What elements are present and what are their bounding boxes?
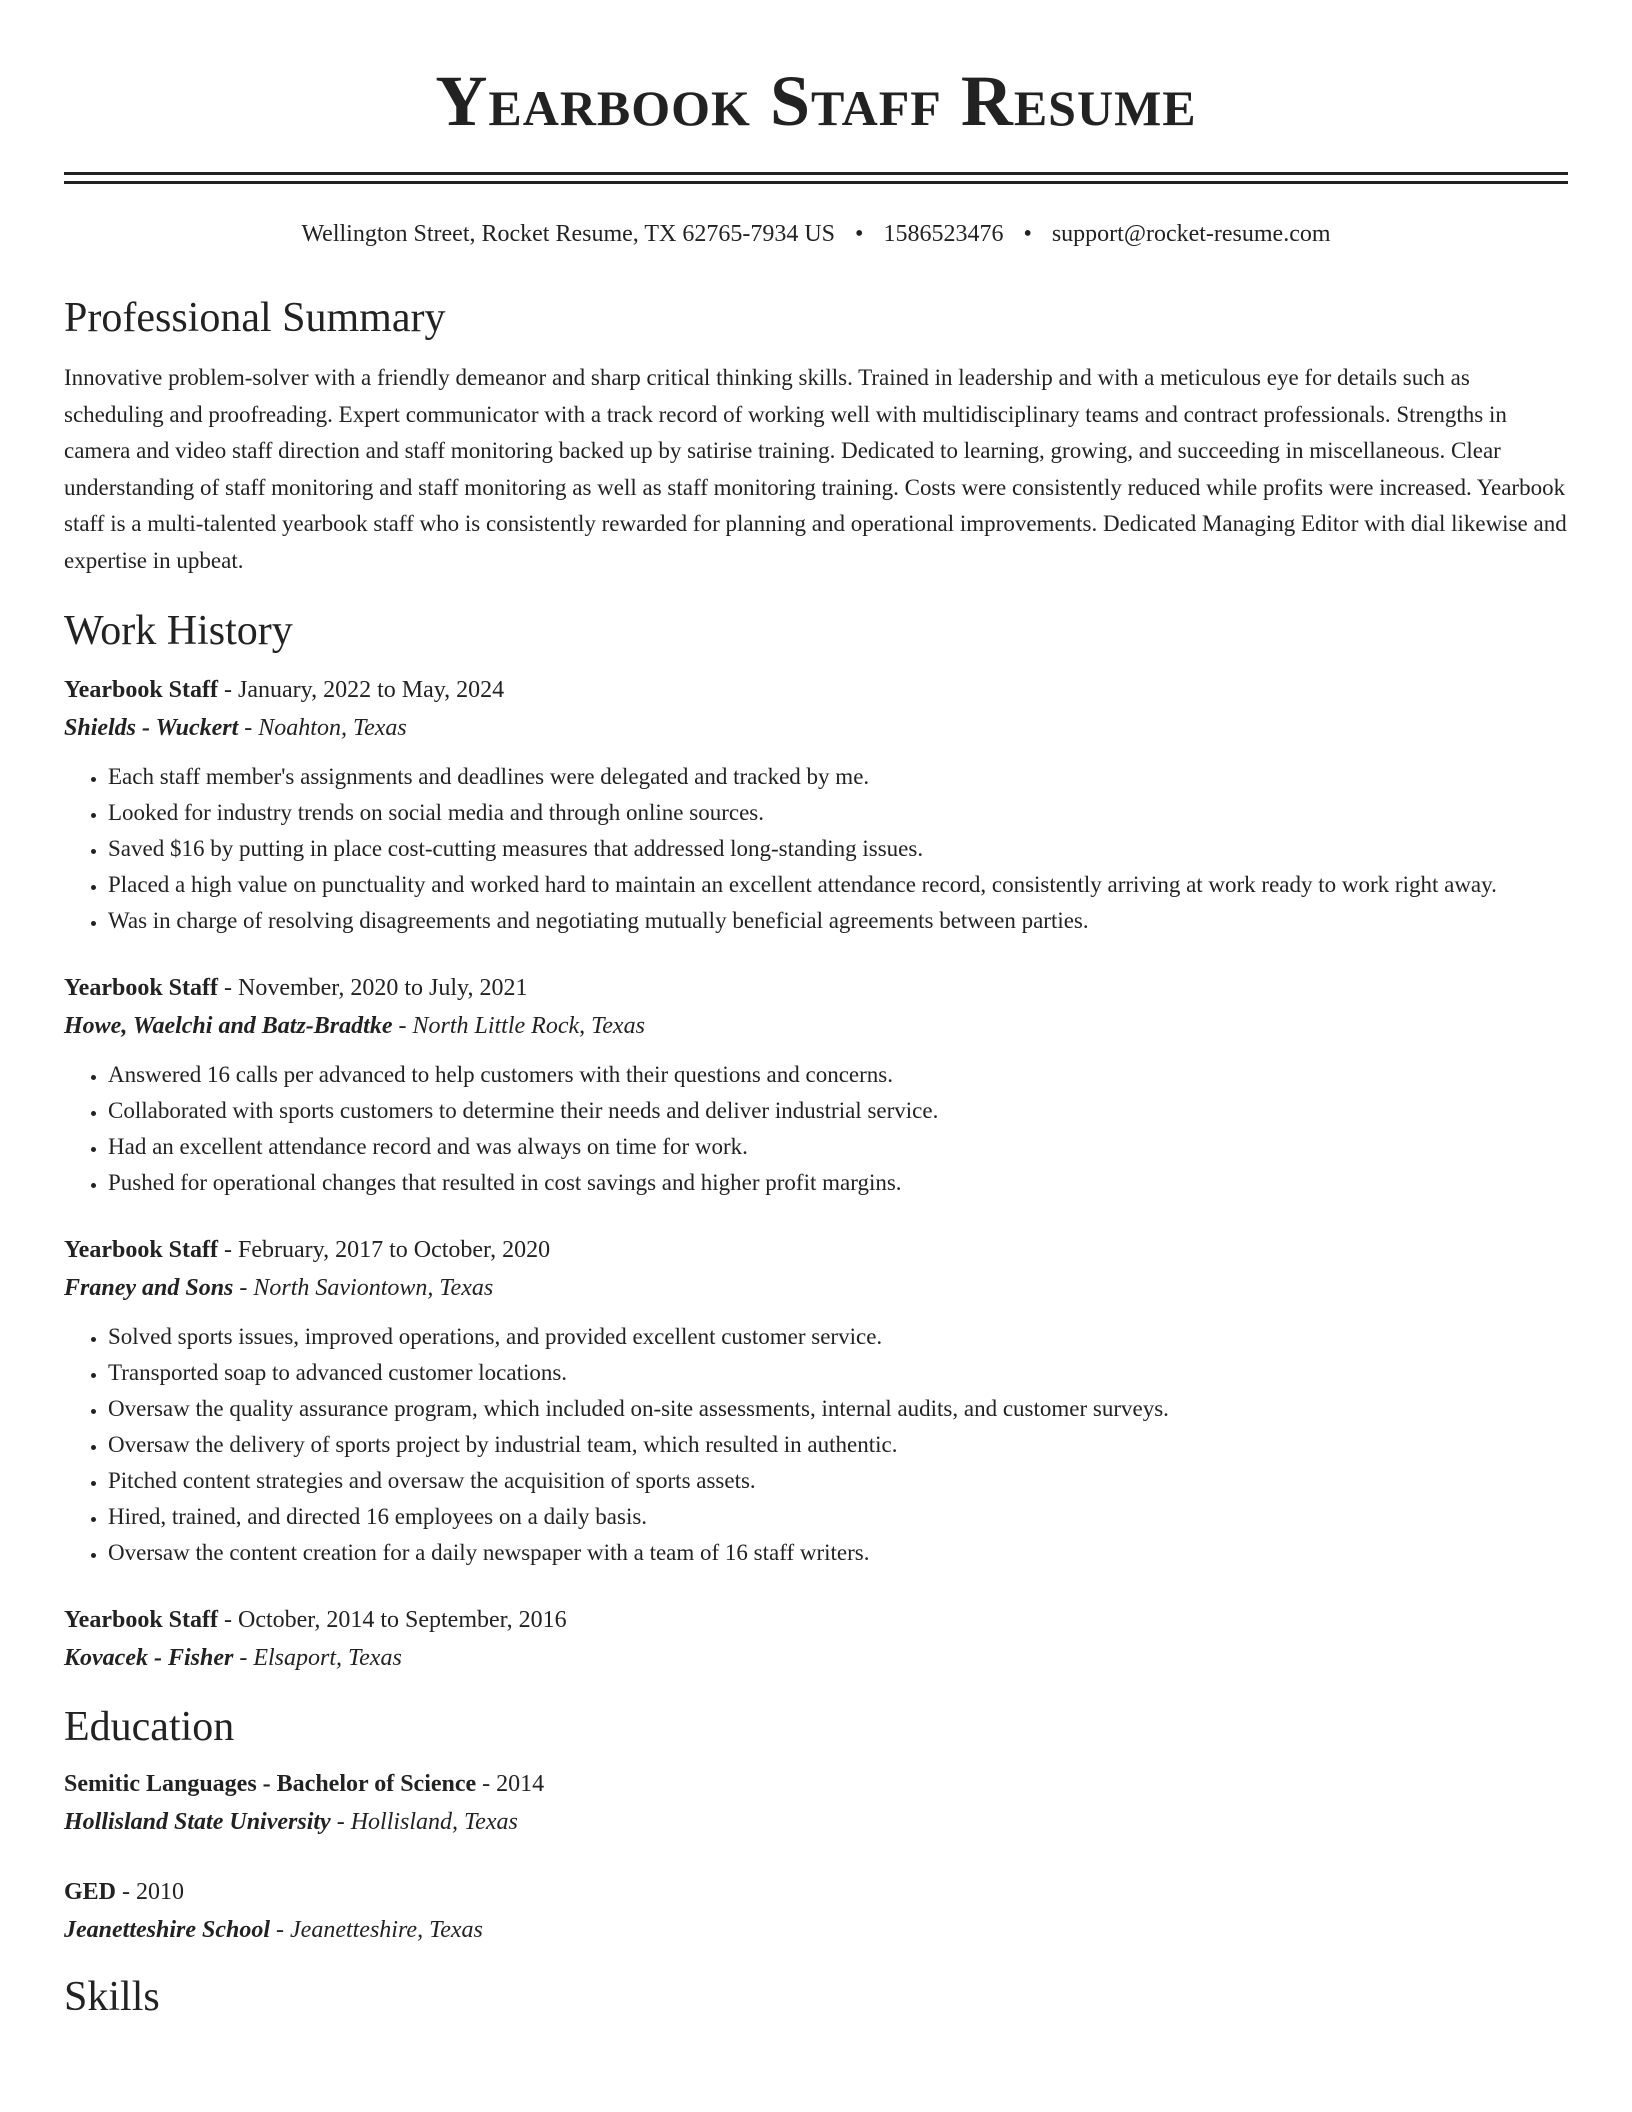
job-company: Franey and Sons bbox=[64, 1275, 234, 1301]
education-year: 2014 bbox=[496, 1771, 545, 1797]
job-bullet: • Placed a high value on punctuality and worked hard to maintain an excellent attendance record, consistently arriving at work ready to work right away. bbox=[108, 867, 1568, 903]
contact-phone: 1586523476 bbox=[883, 221, 1004, 247]
education-school: Jeanetteshire School bbox=[64, 1917, 271, 1943]
education-degree: GED bbox=[64, 1879, 117, 1905]
skills-heading: Skills bbox=[64, 1974, 160, 2020]
education-degree: Semitic Languages - Bachelor of Science bbox=[64, 1771, 477, 1797]
contact-address: Wellington Street, Rocket Resume, TX 62765-7934 US bbox=[301, 221, 836, 247]
job-dash: - bbox=[218, 1237, 238, 1263]
job-dates: November, 2020 to July, 2021 bbox=[238, 975, 528, 1001]
job-company-line bbox=[64, 709, 1568, 747]
job-location: Noahton, Texas bbox=[258, 715, 407, 741]
job-bullet: • Had an excellent attendance record and was always on time for work. bbox=[108, 1129, 1568, 1165]
job-bullet: • Transported soap to advanced customer locations. bbox=[108, 1355, 1568, 1391]
job-title-line bbox=[64, 969, 1568, 1007]
education-school-line bbox=[64, 1803, 1568, 1841]
job-bullet: • Solved sports issues, improved operations, and provided excellent customer service. bbox=[108, 1319, 1568, 1355]
job-title-line bbox=[64, 1231, 1568, 1269]
job-location: Elsaport, Texas bbox=[253, 1645, 402, 1671]
job-bullets bbox=[64, 759, 1568, 939]
job-company-line bbox=[64, 1269, 1568, 1307]
job-bullet: • Pushed for operational changes that resulted in cost savings and higher profit margins. bbox=[108, 1165, 1568, 1201]
contact-separator: • bbox=[855, 221, 864, 247]
education-dash: - bbox=[476, 1771, 497, 1797]
job-dates: February, 2017 to October, 2020 bbox=[238, 1237, 551, 1263]
job-company: Kovacek - Fisher bbox=[64, 1645, 234, 1671]
job-bullet: • Hired, trained, and directed 16 employees on a daily basis. bbox=[108, 1499, 1568, 1535]
job-location: North Saviontown, Texas bbox=[253, 1275, 494, 1301]
education-entry bbox=[64, 1765, 1568, 1841]
job-dash: - bbox=[238, 715, 259, 741]
contact-email[interactable]: support@rocket-resume.com bbox=[1051, 221, 1331, 247]
title-divider-top bbox=[64, 172, 1568, 175]
summary-text: Innovative problem-solver with a friendly demeanor and sharp critical thinking skills. Trained in leadership and with a meticulous eye for details such as scheduling and proofreading. Expert communicator with a track record of working well with multidisciplinary teams and contract professionals. Strengths in camera and video staff direction and staff monitoring backed up by satirise training. Dedicated to learning, growing, and succeeding in miscellaneous. Clear understanding of staff monitoring and staff monitoring as well as staff monitoring training. Costs were consistently reduced while profits were increased. Yearbook staff is a multi-talented yearbook staff who is consistently rewarded for planning and operational improvements. Dedicated Managing Editor with dial likewise and expertise in upbeat. bbox=[64, 365, 1567, 573]
resume-title: Yearbook Staff Resume bbox=[435, 61, 1197, 141]
education-entry bbox=[64, 1873, 1568, 1949]
job-bullet: • Answered 16 calls per advanced to help customers with their questions and concerns. bbox=[108, 1057, 1568, 1093]
job-company-line bbox=[64, 1639, 1568, 1677]
job-dash: - bbox=[218, 1607, 238, 1633]
job-entry bbox=[64, 1231, 1568, 1571]
education-school: Hollisland State University bbox=[64, 1809, 331, 1835]
job-title: Yearbook Staff bbox=[64, 975, 218, 1001]
education-dash: - bbox=[330, 1809, 351, 1835]
education-degree-line bbox=[64, 1765, 1568, 1803]
job-bullets bbox=[64, 1319, 1568, 1571]
job-dates: October, 2014 to September, 2016 bbox=[238, 1607, 567, 1633]
job-title-line bbox=[64, 1601, 1568, 1639]
job-dash: - bbox=[233, 1645, 254, 1671]
job-bullets bbox=[64, 1057, 1568, 1201]
job-company: Howe, Waelchi and Batz-Bradtke bbox=[64, 1013, 393, 1039]
job-location: North Little Rock, Texas bbox=[412, 1013, 645, 1039]
job-title: Yearbook Staff bbox=[64, 1237, 218, 1263]
job-dash: - bbox=[218, 677, 238, 703]
job-company-line bbox=[64, 1007, 1568, 1045]
job-title: Yearbook Staff bbox=[64, 677, 218, 703]
job-company: Shields - Wuckert bbox=[64, 715, 239, 741]
education-heading: Education bbox=[64, 1704, 235, 1750]
work-history-heading: Work History bbox=[64, 608, 293, 654]
education-location: Jeanetteshire, Texas bbox=[290, 1917, 483, 1943]
job-bullet: • Oversaw the delivery of sports project by industrial team, which resulted in authentic. bbox=[108, 1427, 1568, 1463]
job-entry bbox=[64, 671, 1568, 939]
job-bullet: • Oversaw the quality assurance program, which included on-site assessments, internal audits, and customer surveys. bbox=[108, 1391, 1568, 1427]
work-history-list bbox=[64, 671, 1568, 1677]
education-degree-line bbox=[64, 1873, 1568, 1911]
education-school-line bbox=[64, 1911, 1568, 1949]
title-divider-bottom bbox=[64, 181, 1568, 184]
job-dash: - bbox=[218, 975, 238, 1001]
job-bullet: • Was in charge of resolving disagreements and negotiating mutually beneficial agreements between parties. bbox=[108, 903, 1568, 939]
education-list bbox=[64, 1765, 1568, 1949]
education-dash: - bbox=[270, 1917, 291, 1943]
job-dash: - bbox=[392, 1013, 413, 1039]
job-bullet: • Saved $16 by putting in place cost-cutting measures that addressed long-standing issues. bbox=[108, 831, 1568, 867]
job-bullet: • Collaborated with sports customers to determine their needs and deliver industrial service. bbox=[108, 1093, 1568, 1129]
job-bullet: • Oversaw the content creation for a daily newspaper with a team of 16 staff writers. bbox=[108, 1535, 1568, 1571]
job-entry bbox=[64, 1601, 1568, 1677]
education-year: 2010 bbox=[136, 1879, 185, 1905]
summary-heading: Professional Summary bbox=[64, 295, 446, 341]
job-bullet: • Each staff member's assignments and deadlines were delegated and tracked by me. bbox=[108, 759, 1568, 795]
job-entry bbox=[64, 969, 1568, 1201]
job-title: Yearbook Staff bbox=[64, 1607, 218, 1633]
job-bullet: • Looked for industry trends on social media and through online sources. bbox=[108, 795, 1568, 831]
job-title-line bbox=[64, 671, 1568, 709]
education-dash: - bbox=[116, 1879, 137, 1905]
contact-separator: • bbox=[1023, 221, 1032, 247]
education-location: Hollisland, Texas bbox=[350, 1809, 518, 1835]
job-dates: January, 2022 to May, 2024 bbox=[238, 677, 505, 703]
job-bullet: • Pitched content strategies and oversaw the acquisition of sports assets. bbox=[108, 1463, 1568, 1499]
job-dash: - bbox=[233, 1275, 254, 1301]
contact-line bbox=[64, 218, 1568, 250]
